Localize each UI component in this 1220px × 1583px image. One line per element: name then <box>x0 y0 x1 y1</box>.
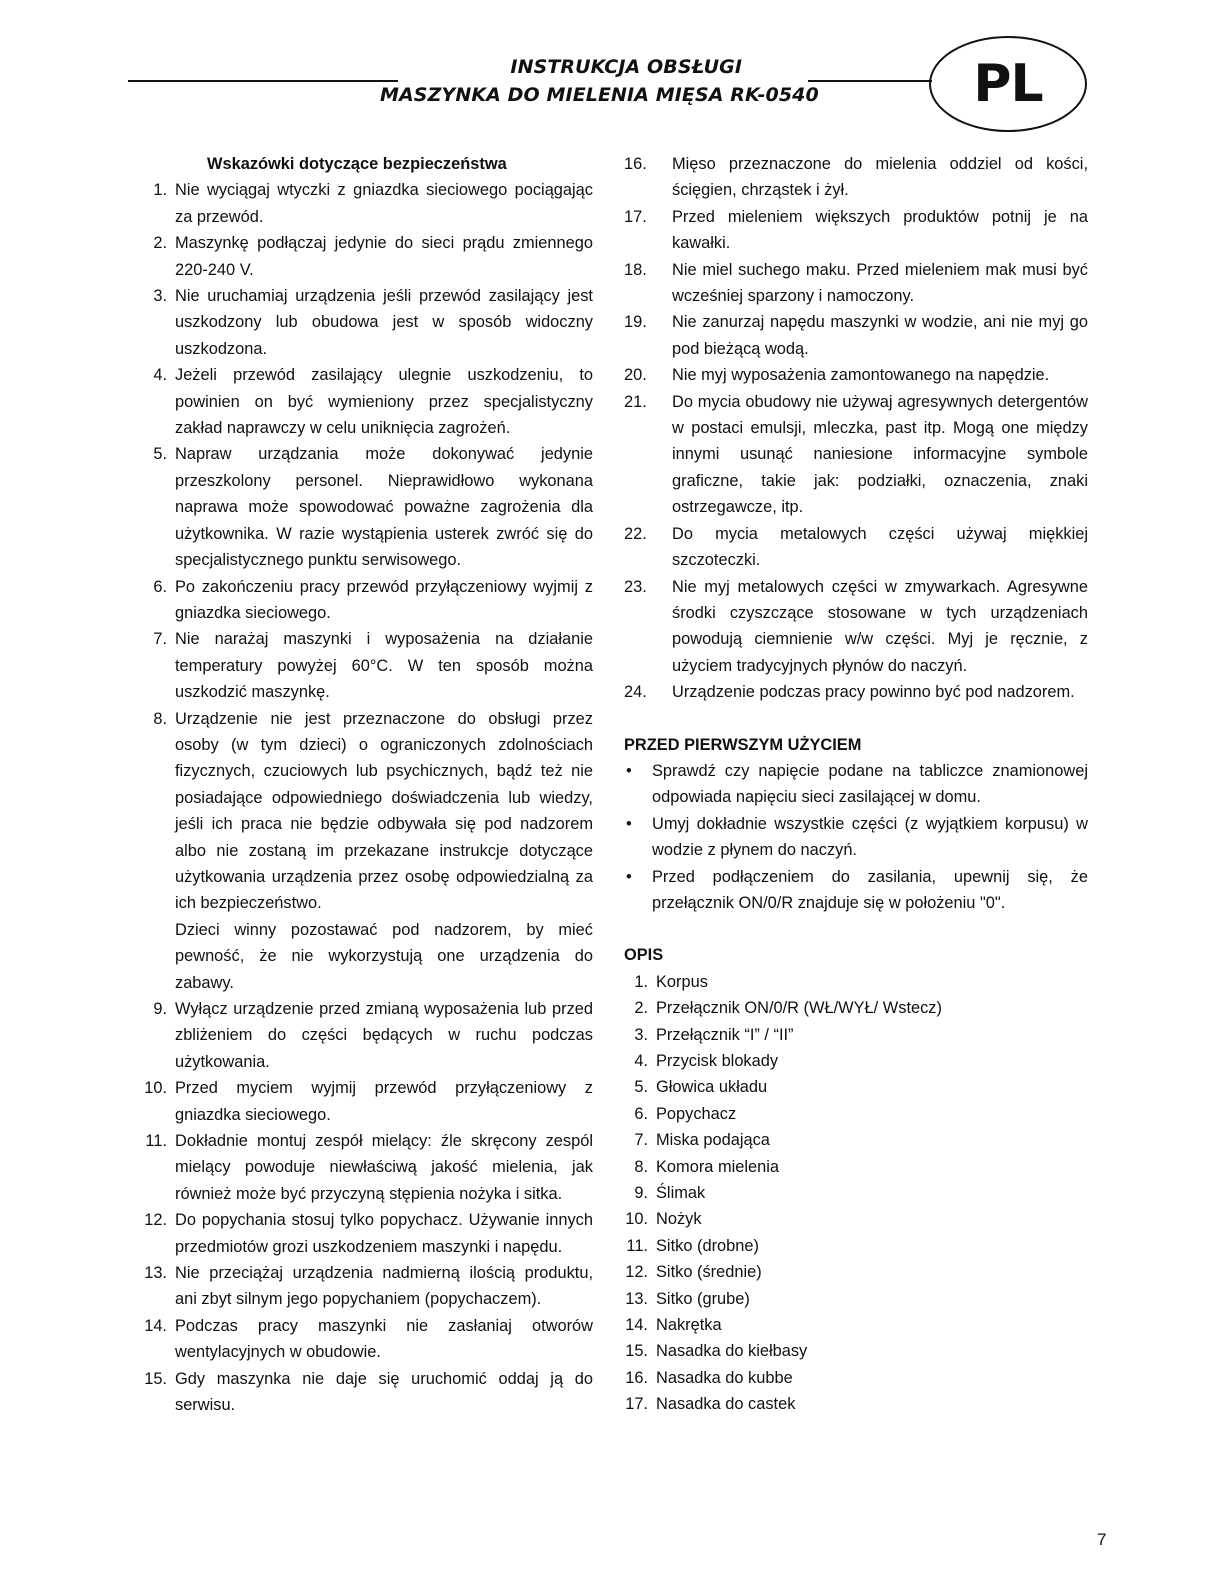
header-rule-left <box>128 80 398 82</box>
list-item <box>624 758 1088 811</box>
parts-list <box>624 969 1088 1418</box>
bullet-text: Przed podłączeniem do zasilania, upewnij się, że przełącznik ON/0/R znajduje się w położeniu "0". <box>652 867 1088 912</box>
item-number: 18. <box>624 260 647 279</box>
item-text: Nakrętka <box>656 1316 722 1335</box>
item-text: Napraw urządzania może dokonywać jedynie przeszkolony personel. Nieprawidłowo wykonana naprawa może spowodować poważne zagrożenia dla użytkownika. W razie wystąpienia usterek zwróć się do specjalistycznego punktu serwisowego. <box>175 445 593 570</box>
product-title: MASZYNKA DO MIELENIA MIĘSA RK-0540 <box>380 84 819 106</box>
bullet-icon: • <box>626 814 632 833</box>
item-number: 13. <box>625 1289 648 1308</box>
item-number: 6. <box>634 1104 648 1123</box>
item-text: Nie wyciągaj wtyczki z gniazdka sieciowego pociągając za przewód. <box>175 181 593 226</box>
list-item <box>624 1259 1088 1285</box>
item-text: Mięso przeznaczone do mielenia oddziel od kości, ścięgien, chrząstek i żył. <box>672 155 1088 200</box>
item-text: Po zakończeniu pracy przewód przyłączeniowy wyjmij z gniazdka sieciowego. <box>175 577 593 622</box>
item-number: 16. <box>625 1368 648 1387</box>
item-number: 15. <box>625 1342 648 1361</box>
safety-item <box>130 1313 593 1366</box>
list-item <box>624 995 1088 1021</box>
item-number: 10. <box>144 1079 167 1098</box>
list-item <box>624 1338 1088 1364</box>
item-text: Nasadka do kubbe <box>656 1368 793 1387</box>
item-number: 5. <box>634 1078 648 1097</box>
item-text: Do popychania stosuj tylko popychacz. Używanie innych przedmiotów grozi uszkodzeniem maszynki i napędu. <box>175 1211 593 1256</box>
item-text: Nie uruchamiaj urządzenia jeśli przewód zasilający jest uszkodzony lub obudowa jest w sposób widoczny uszkodzona. <box>175 287 593 358</box>
list-item <box>624 1391 1088 1417</box>
document-title: INSTRUKCJA OBSŁUGI <box>510 56 742 78</box>
item-text: Korpus <box>656 972 708 991</box>
bullet-icon: • <box>626 867 632 886</box>
item-number: 6. <box>153 577 167 596</box>
item-text: Wyłącz urządzenie przed zmianą wyposażenia lub przed zbliżeniem do części będących w ruchu podczas użytkowania. <box>175 1000 593 1071</box>
safety-item <box>130 1075 593 1128</box>
item-number: 2. <box>634 999 648 1018</box>
safety-item <box>624 151 1088 204</box>
item-text: Nie miel suchego maku. Przed mieleniem mak musi być wcześniej sparzony i namoczony. <box>672 260 1088 306</box>
item-text: Urządzenie nie jest przeznaczone do obsługi przez osoby (w tym dzieci) o ograniczonych zdolnościach fizycznych, czuciowych lub psychicznych, bądź też nie posiadające odpowiedniego doświadczenia lub wiedzy, jeśli ich praca nie będzie odbywała się pod nadzorem albo nie zostaną im przekazane instrukcje dotyczące użytkowania urządzenia przez osobę odpowiedzialną za ich bezpieczeństwo. <box>175 709 593 913</box>
safety-item <box>130 230 593 283</box>
item-text: Urządzenie podczas pracy powinno być pod nadzorem. <box>672 683 1075 702</box>
list-item <box>624 1154 1088 1180</box>
item-number: 8. <box>153 709 167 728</box>
safety-item <box>130 362 593 441</box>
item-number: 22. <box>624 524 647 543</box>
safety-item <box>130 574 593 627</box>
safety-item <box>130 706 593 917</box>
item-text: Przed myciem wyjmij przewód przyłączeniowy z gniazdka sieciowego. <box>175 1079 593 1124</box>
item-number: 4. <box>634 1052 648 1070</box>
list-item <box>624 1127 1088 1153</box>
safety-item <box>130 1260 593 1313</box>
item-text: Nożyk <box>656 1210 702 1229</box>
item-number: 12. <box>144 1211 167 1230</box>
item-text: Miska podająca <box>656 1131 770 1150</box>
item-text: Przycisk blokady <box>656 1052 779 1070</box>
item-text: Nie zanurzaj napędu maszynki w wodzie, ani nie myj go pod bieżącą wodą. <box>672 313 1088 358</box>
item-number: 12. <box>625 1263 648 1282</box>
item-number: 14. <box>625 1316 648 1335</box>
item-number: 15. <box>144 1369 167 1388</box>
item-number: 9. <box>153 1000 167 1018</box>
safety-item <box>130 1128 593 1207</box>
left-column <box>130 151 593 1419</box>
item-text: Do mycia obudowy nie używaj agresywnych detergentów w postaci emulsji, mleczka, past itp. Mogą one między innymi usunąć naniesione informacyjne symbole graficzne, takie jak: podziałki, oznaczenia, znaki ostrzegawcze, itp. <box>672 392 1088 517</box>
list-item <box>624 1022 1088 1048</box>
list-item <box>624 1286 1088 1312</box>
item-text: Sitko (drobne) <box>656 1236 759 1255</box>
item-number: 5. <box>153 445 167 464</box>
item-text: Nasadka do castek <box>656 1395 796 1414</box>
safety-item <box>624 204 1088 257</box>
list-item <box>624 811 1088 864</box>
item-text: Do mycia metalowych części używaj miękkiej szczoteczki. <box>672 524 1088 570</box>
safety-item <box>130 1366 593 1419</box>
item-number: 20. <box>624 366 647 385</box>
item-text: Przed mieleniem większych produktów potnij je na kawałki. <box>672 207 1088 253</box>
item-text: Gdy maszynka nie daje się uruchomić oddaj ją do serwisu. <box>175 1369 593 1415</box>
item-number: 23. <box>624 577 647 596</box>
safety-item <box>624 521 1088 574</box>
item-number: 7. <box>634 1131 648 1150</box>
safety-item <box>130 283 593 362</box>
item-text: Nasadka do kiełbasy <box>656 1342 808 1361</box>
list-item <box>624 864 1088 917</box>
list-item <box>624 1206 1088 1232</box>
item-number: 13. <box>144 1264 167 1283</box>
item-number: 8. <box>634 1157 648 1176</box>
right-column <box>624 151 1088 1418</box>
safety-item <box>624 257 1088 310</box>
item-text: Głowica układu <box>656 1078 768 1097</box>
item-number: 11. <box>145 1132 167 1151</box>
item-text: Nie przeciążaj urządzenia nadmierną ilością produktu, ani zbyt silnym jego popychaniem (popychaczem). <box>175 1264 593 1309</box>
item-number: 7. <box>153 630 167 649</box>
safety-item <box>130 177 593 230</box>
item-text: Nie myj wyposażenia zamontowanego na napędzie. <box>672 366 1050 385</box>
item-number: 19. <box>624 313 647 332</box>
header-rule-right <box>808 80 932 82</box>
description-heading: OPIS <box>624 946 664 965</box>
bullet-text: Umyj dokładnie wszystkie części (z wyjątkiem korpusu) w wodzie z płynem do naczyń. <box>652 814 1088 860</box>
item-number: 3. <box>153 287 167 306</box>
children-supervision-note: Dzieci winny pozostawać pod nadzorem, by mieć pewność, że nie wykorzystują one urządzenia do zabawy. <box>175 920 593 992</box>
language-badge: PL <box>929 36 1087 132</box>
item-number: 2. <box>153 234 167 253</box>
item-number: 3. <box>634 1025 648 1044</box>
item-text: Komora mielenia <box>656 1157 779 1176</box>
item-number: 21. <box>624 392 647 411</box>
safety-heading: Wskazówki dotyczące bezpieczeństwa <box>207 155 507 173</box>
page-number: 7 <box>1097 1530 1107 1549</box>
item-text: Podczas pracy maszynki nie zasłaniaj otworów wentylacyjnych w obudowie. <box>175 1316 593 1362</box>
safety-item <box>624 574 1088 680</box>
safety-item <box>130 441 593 573</box>
bullet-text: Sprawdź czy napięcie podane na tabliczce znamionowej odpowiada napięciu sieci zasilającej w domu. <box>652 761 1088 807</box>
item-number: 16. <box>624 155 647 173</box>
list-item <box>624 1048 1088 1074</box>
bullet-icon: • <box>626 761 632 780</box>
list-item <box>624 1074 1088 1100</box>
item-number: 17. <box>624 207 647 226</box>
safety-item <box>624 679 1088 705</box>
safety-item <box>130 626 593 705</box>
item-text: Sitko (średnie) <box>656 1263 762 1282</box>
before-first-use-heading: PRZED PIERWSZYM UŻYCIEM <box>624 735 862 754</box>
list-item <box>624 1233 1088 1259</box>
safety-item <box>130 1207 593 1260</box>
item-text: Nie myj metalowych części w zmywarkach. Agresywne środki czyszczące stosowane w tych urządzeniach powodują ciemnienie w/w części. Myj je ręcznie, z użyciem tradycyjnych płynów do naczyń. <box>672 577 1088 675</box>
list-item <box>624 969 1088 995</box>
list-item <box>624 1312 1088 1338</box>
list-item <box>624 1180 1088 1206</box>
item-text: Przełącznik “I” / “II” <box>656 1025 794 1044</box>
safety-item <box>624 389 1088 521</box>
item-text: Przełącznik ON/0/R (WŁ/WYŁ/ Wstecz) <box>656 999 942 1018</box>
item-number: 17. <box>625 1395 648 1414</box>
item-text: Sitko (grube) <box>656 1289 750 1308</box>
item-text: Dokładnie montuj zespół mielący: źle skręcony zespól mielący powoduje niewłaściwą jakość mielenia, jak również może być przyczyną stępienia nożyka i sitka. <box>175 1132 593 1203</box>
item-number: 1. <box>634 972 648 991</box>
item-text: Nie narażaj maszynki i wyposażenia na działanie temperatury powyżej 60°C. W ten sposób można uszkodzić maszynkę. <box>175 630 593 702</box>
item-text: Popychacz <box>656 1104 737 1123</box>
item-number: 4. <box>153 366 167 385</box>
item-number: 14. <box>144 1316 167 1335</box>
item-number: 11. <box>626 1236 648 1255</box>
item-number: 9. <box>634 1184 648 1203</box>
safety-item <box>624 362 1088 388</box>
item-number: 1. <box>153 181 167 200</box>
item-number: 10. <box>625 1210 648 1229</box>
item-text: Maszynkę podłączaj jedynie do sieci prądu zmiennego 220-240 V. <box>175 234 593 279</box>
item-number: 24. <box>624 683 647 702</box>
list-item <box>624 1101 1088 1127</box>
item-text: Jeżeli przewód zasilający ulegnie uszkodzeniu, to powinien on być wymieniony przez specjalistyczny zakład naprawczy w celu uniknięcia zagrożeń. <box>175 366 593 438</box>
safety-item <box>624 309 1088 362</box>
safety-item <box>130 996 593 1075</box>
item-text: Ślimak <box>656 1184 706 1203</box>
list-item <box>624 1365 1088 1391</box>
